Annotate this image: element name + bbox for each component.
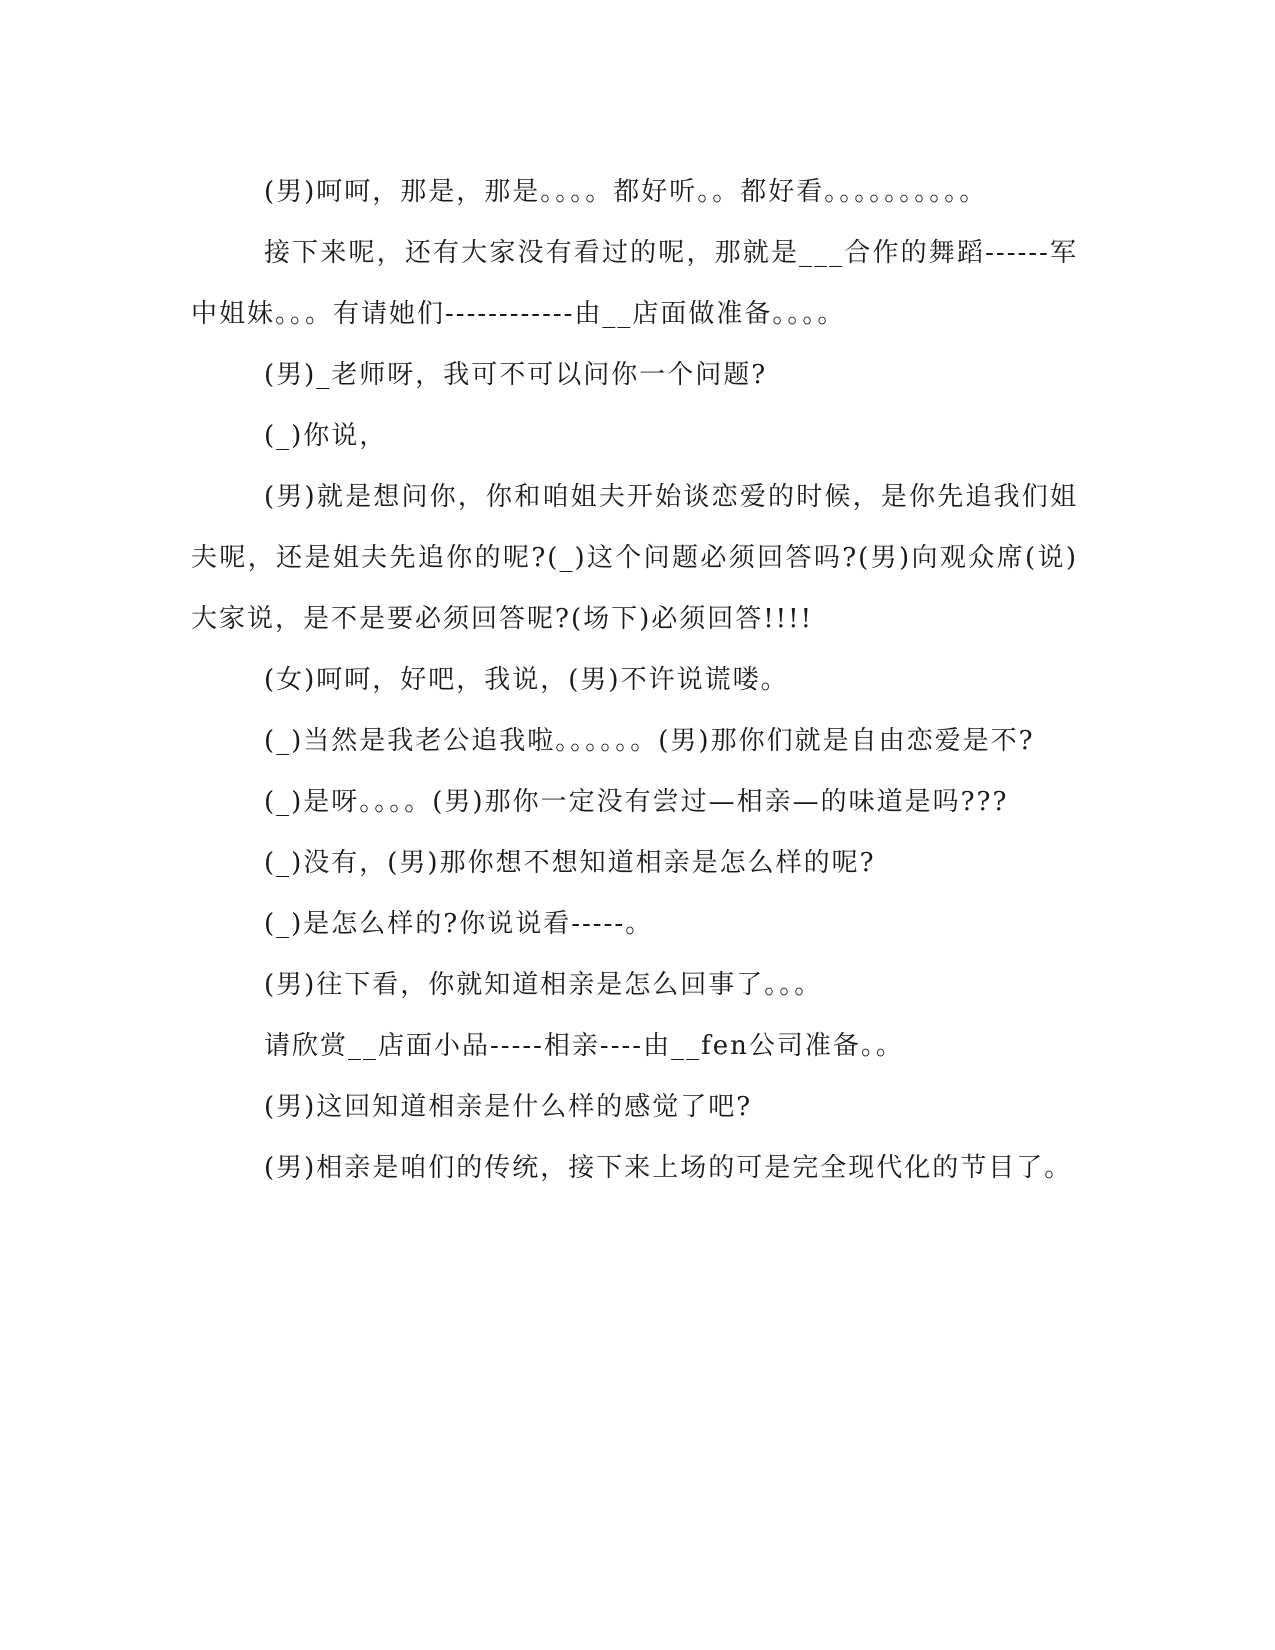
paragraph-12: 请欣赏__店面小品-----相亲----由__fen公司准备。。 <box>264 1031 904 1061</box>
paragraph-7: (_)当然是我老公追我啦。。。。。。(男)那你们就是自由恋爱是不? <box>264 726 1035 756</box>
paragraph-11: (男)往下看，你就知道相亲是怎么回事了。。。 <box>264 970 823 1000</box>
paragraph-4: (_)你说， <box>264 421 388 451</box>
paragraph-8: (_)是呀。。。。(男)那你一定没有尝过—相亲—的味道是吗??? <box>264 787 1009 817</box>
paragraph-13: (男)这回知道相亲是什么样的感觉了吧? <box>264 1092 753 1122</box>
paragraph-3: (男)_老师呀，我可不可以问你一个问题? <box>264 360 768 390</box>
paragraph-1: (男)呵呵，那是，那是。。。。都好听。。都好看。。。。。。。。。。 <box>264 177 988 207</box>
paragraph-5: (男)就是想问你，你和咱姐夫开始谈恋爱的时候，是你先追我们姐夫呢，还是姐夫先追你的呢?(_)这个问题必须回答吗?(男)向观众席(说)大家说，是不是要必须回答呢?(场下)必须回答!!!! <box>191 482 1078 634</box>
paragraph-9: (_)没有，(男)那你想不想知道相亲是怎么样的呢? <box>264 848 876 878</box>
paragraph-6: (女)呵呵，好吧，我说，(男)不许说谎喽。 <box>264 665 789 695</box>
paragraph-14: (男)相亲是咱们的传统，接下来上场的可是完全现代化的节目了。 <box>264 1153 1073 1183</box>
paragraph-10: (_)是怎么样的?你说说看-----。 <box>264 909 654 939</box>
paragraph-2: 接下来呢，还有大家没有看过的呢，那就是___合作的舞蹈------军中姐妹。。。有请她们------------由__店面做准备。。。。 <box>191 238 1078 329</box>
document-body <box>191 162 1078 1199</box>
